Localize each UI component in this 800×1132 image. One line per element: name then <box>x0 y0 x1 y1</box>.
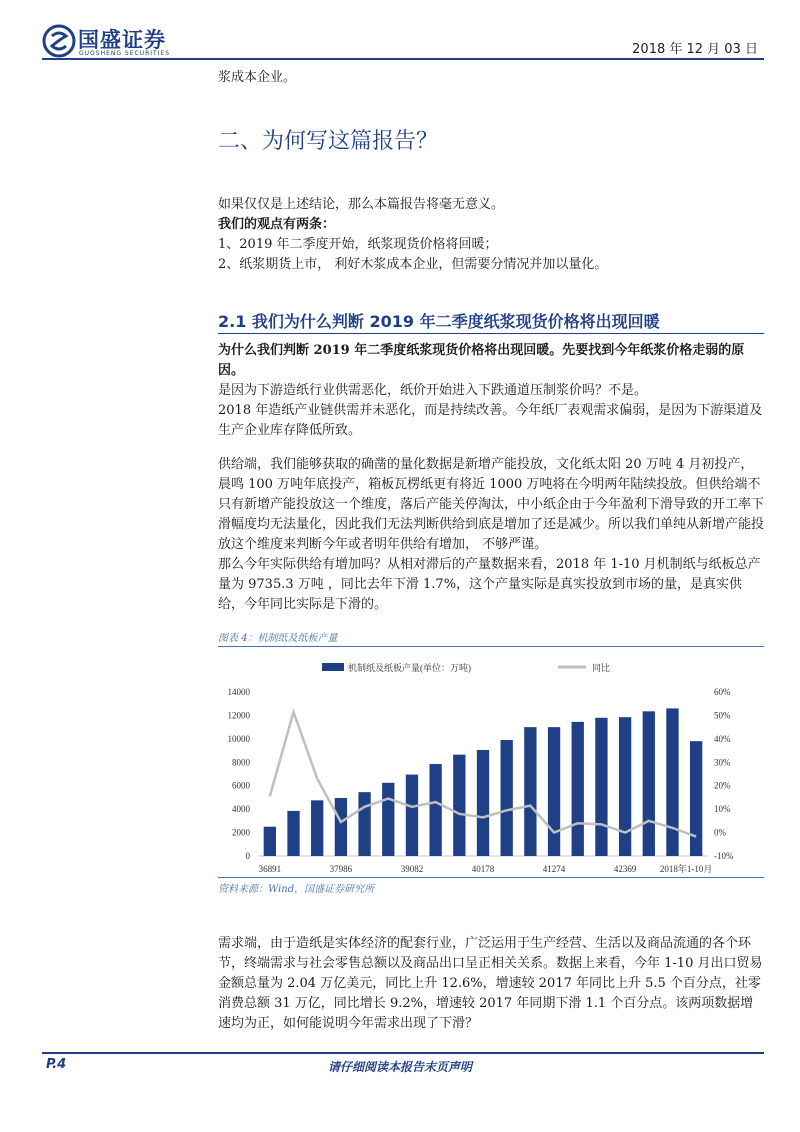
bar <box>264 827 276 856</box>
company-logo <box>42 22 192 62</box>
bar <box>619 717 631 856</box>
bar <box>358 792 370 856</box>
figure-title: 图表 4：机制纸及纸板产量 <box>218 633 338 644</box>
legend-bar-label: 机制纸及纸板产量(单位：万吨) <box>348 663 471 673</box>
left-axis-tick-label: 0 <box>245 851 250 861</box>
bar <box>406 775 418 856</box>
right-axis-tick-label: 50% <box>714 710 731 721</box>
figure-top-divider <box>218 646 764 647</box>
left-axis-tick-label: 12000 <box>227 710 250 721</box>
bar <box>429 764 441 856</box>
bar <box>311 800 323 856</box>
x-axis-tick-label: 36891 <box>258 864 282 874</box>
bar <box>382 783 394 856</box>
right-axis-tick-label: -10% <box>714 851 734 861</box>
left-axis-tick-label: 10000 <box>227 733 250 744</box>
logo-mark-icon <box>42 24 76 58</box>
bar <box>666 708 678 856</box>
question-bold: 为什么我们判断 2019 年二季度纸浆现货价格将出现回暖。先要找到今年纸浆价格走弱的原因。 <box>218 343 745 378</box>
left-axis-tick-label: 6000 <box>232 780 250 791</box>
section-title: 二、为何写这篇报告？ <box>218 129 439 154</box>
figure-source: 资料来源：Wind，国盛证券研究所 <box>218 884 375 895</box>
legend-line-label: 同比 <box>592 663 611 673</box>
bar <box>335 798 347 856</box>
intro-line-4: 2、纸浆期货上市， 利好木浆成本企业，但需要分情况并加以量化。 <box>218 257 608 272</box>
intro-line-1: 如果仅仅是上述结论，那么本篇报告将毫无意义。 <box>218 197 505 212</box>
page-number: P.4 <box>46 1057 67 1072</box>
report-date: 2018 年 12 月 03 日 <box>632 42 758 57</box>
subsection-divider <box>218 333 764 334</box>
subsection-title: 2.1 我们为什么判断 2019 年二季度纸浆现货价格将出现回暖 <box>218 312 660 331</box>
intro-line-2: 我们的观点有两条： <box>218 217 336 232</box>
right-axis-tick-label: 40% <box>714 733 731 744</box>
figure-bottom-divider <box>218 877 764 878</box>
question-line-2: 2018 年造纸产业链供需并未恶化，而是持续改善。今年纸厂表观需求偏弱，是因为下游渠道及生产企业库存降低所致。 <box>218 403 763 438</box>
supply-paragraph: 供给端，我们能够获取的确凿的量化数据是新增产能投放，文化纸太阳 20 万吨 4 月初投产，晨鸣 100 万吨年底投产，箱板瓦楞纸更有将近 1000 万吨将在今明两年陆续投放。但供给端不只有新增产能投放这一个维度，落后产能关停淘汰，中小纸企由于今年盈利下滑导致的开工率下滑幅度均无法量化，因此我们无法判断供给到底是增加了还是减少。所以我们单纯从新增产能投放这个维度来判断今年或者明年供给有增加， 不够严谨。 <box>218 457 765 552</box>
x-axis-tick-label: 40178 <box>471 864 495 874</box>
demand-paragraph: 需求端，由于造纸是实体经济的配套行业，广泛运用于生产经营、生活以及商品流通的各个环节，终端需求与社会零售总额以及商品出口呈正相关关系。数据上来看，今年 1-10 月出口贸易金额总量为 2.04 万亿美元，同比上升 12.6%，增速较 2017 年同比上升 5.5 个百分点，社零消费总额 31 万亿，同比增长 9.2%，增速较 2017 年同期下滑 1.1 个百分点。该两项数据增速均为正，如何能说明今年需求出现了下滑？ <box>218 936 763 1031</box>
left-axis-tick-label: 14000 <box>227 687 250 697</box>
logo-subtitle: GUOSHENG SECURITIES <box>79 50 171 57</box>
x-axis-tick-label: 37986 <box>329 864 353 874</box>
bar <box>477 750 489 856</box>
left-axis-tick-label: 8000 <box>232 757 250 768</box>
x-axis-tick-label: 2018年1-10月 <box>659 864 713 874</box>
x-axis-tick-label: 42369 <box>613 864 637 874</box>
right-axis-tick-label: 20% <box>714 780 731 791</box>
supply-paragraph-2: 那么今年实际供给有增加吗？从相对滞后的产量数据来看，2018 年 1-10 月机制纸与纸板总产量为 9735.3 万吨 ，同比去年下滑 1.7%，这个产量实际是真实投放到市场的量，是真实供给，今年同比实际是下滑的。 <box>218 557 761 612</box>
right-axis-tick-label: 30% <box>714 757 731 768</box>
x-axis-tick-label: 41274 <box>542 864 566 874</box>
carry-over-text: 浆成本企业。 <box>218 70 297 85</box>
logo-name: 国盛证券 <box>78 28 166 52</box>
legend-bar-swatch <box>322 663 344 671</box>
right-axis-tick-label: 0% <box>714 827 726 838</box>
bar <box>643 711 655 856</box>
production-chart <box>218 650 764 876</box>
bar <box>690 741 702 856</box>
bar <box>572 722 584 856</box>
footer-divider <box>42 1052 764 1054</box>
bar <box>524 727 536 856</box>
left-axis-tick-label: 2000 <box>232 827 250 838</box>
left-axis-tick-label: 4000 <box>232 804 250 815</box>
bar <box>453 755 465 856</box>
bar <box>548 727 560 856</box>
bar <box>501 740 513 856</box>
question-line-1: 是因为下游造纸行业供需恶化，纸价开始进入下跌通道压制浆价吗？不是。 <box>218 383 648 398</box>
header-divider <box>42 58 764 60</box>
right-axis-tick-label: 10% <box>714 804 731 815</box>
x-axis-tick-label: 39082 <box>400 864 424 874</box>
footer-notice: 请仔细阅读本报告末页声明 <box>327 1060 472 1074</box>
bar <box>287 811 299 856</box>
intro-line-3: 1、2019 年二季度开始，纸浆现货价格将回暖； <box>218 237 498 252</box>
bar <box>595 718 607 856</box>
right-axis-tick-label: 60% <box>714 687 731 697</box>
